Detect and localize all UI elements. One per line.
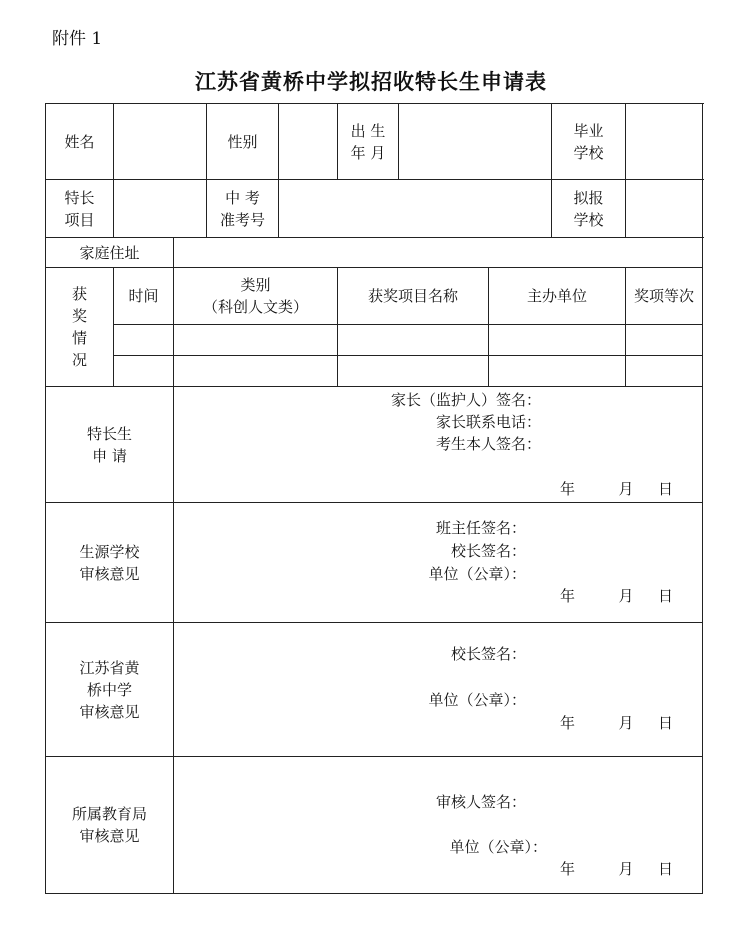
huangqiao-row (46, 623, 703, 757)
awards-row (46, 356, 703, 387)
birth-label: 出 生 年 月 (338, 104, 399, 180)
attachment-label: 附件 1 (52, 29, 103, 49)
applied-school-field[interactable] (626, 180, 703, 238)
student-signature-label: 考生本人签名： (435, 435, 541, 453)
source-school-row (46, 503, 703, 623)
graduate-school-label: 毕业 学校 (552, 104, 626, 180)
parent-signature-label: 家长（监护人）签名： (390, 391, 541, 409)
form-title: 江苏省黄桥中学拟招收特长生申请表 (195, 69, 547, 94)
unit-seal-label: 单位（公章）： (428, 691, 526, 709)
basic-info-row-1 (46, 104, 703, 180)
education-bureau-row (46, 757, 703, 894)
exam-number-label: 中 考 准考号 (207, 180, 279, 238)
specialty-label: 特长 项目 (46, 180, 114, 238)
name-field[interactable] (114, 104, 207, 180)
award-organizer-cell[interactable] (489, 356, 626, 387)
awards-header-level: 奖项等次 (626, 268, 703, 325)
basic-info-row-2 (46, 180, 703, 238)
graduate-school-field[interactable] (626, 104, 703, 180)
name-label: 姓名 (46, 104, 114, 180)
award-level-cell[interactable] (626, 325, 703, 356)
principal-signature-label: 校长签名： (450, 645, 526, 663)
huangqiao-label: 江苏省黄 桥中学 审核意见 (46, 623, 174, 757)
awards-header-row (46, 268, 703, 325)
specialty-field[interactable] (114, 180, 207, 238)
gender-label: 性别 (207, 104, 279, 180)
award-organizer-cell[interactable] (489, 325, 626, 356)
applied-school-label: 拟报 学校 (552, 180, 626, 238)
awards-header-organizer: 主办单位 (489, 268, 626, 325)
parent-phone-label: 家长联系电话： (435, 413, 541, 431)
award-time-cell[interactable] (114, 356, 174, 387)
huangqiao-date: 年 月 日 (559, 714, 674, 732)
unit-seal-label: 单位（公章）： (428, 565, 526, 583)
source-school-signature-area[interactable] (174, 503, 703, 623)
birth-field[interactable] (399, 104, 552, 180)
award-level-cell[interactable] (626, 356, 703, 387)
application-form-table (45, 103, 703, 894)
award-category-cell[interactable] (174, 356, 338, 387)
awards-header-time: 时间 (114, 268, 174, 325)
teacher-signature-label: 班主任签名： (435, 519, 526, 537)
award-category-cell[interactable] (174, 325, 338, 356)
award-name-cell[interactable] (338, 356, 489, 387)
unit-seal-label: 单位（公章）： (449, 838, 547, 856)
education-bureau-label: 所属教育局 审核意见 (46, 757, 174, 894)
address-row (46, 238, 703, 268)
education-bureau-date: 年 月 日 (559, 860, 674, 878)
education-bureau-signature-area[interactable] (174, 757, 703, 894)
awards-header-category: 类别 （科创人文类） (174, 268, 338, 325)
huangqiao-signature-area[interactable] (174, 623, 703, 757)
source-school-date: 年 月 日 (559, 587, 674, 605)
award-time-cell[interactable] (114, 325, 174, 356)
awards-row (46, 325, 703, 356)
application-row (46, 387, 703, 503)
source-school-label: 生源学校 审核意见 (46, 503, 174, 623)
awards-section-label: 获 奖 情 况 (46, 268, 114, 387)
principal-signature-label: 校长签名： (450, 542, 526, 560)
awards-header-name: 获奖项目名称 (338, 268, 489, 325)
address-field[interactable] (174, 238, 703, 268)
application-label: 特长生 申 请 (46, 387, 174, 503)
award-name-cell[interactable] (338, 325, 489, 356)
application-signature-area[interactable] (174, 387, 703, 503)
reviewer-signature-label: 审核人签名： (435, 793, 526, 811)
exam-number-field[interactable] (279, 180, 552, 238)
application-date: 年 月 日 (559, 480, 674, 498)
gender-field[interactable] (279, 104, 338, 180)
address-label: 家庭住址 (46, 238, 174, 268)
